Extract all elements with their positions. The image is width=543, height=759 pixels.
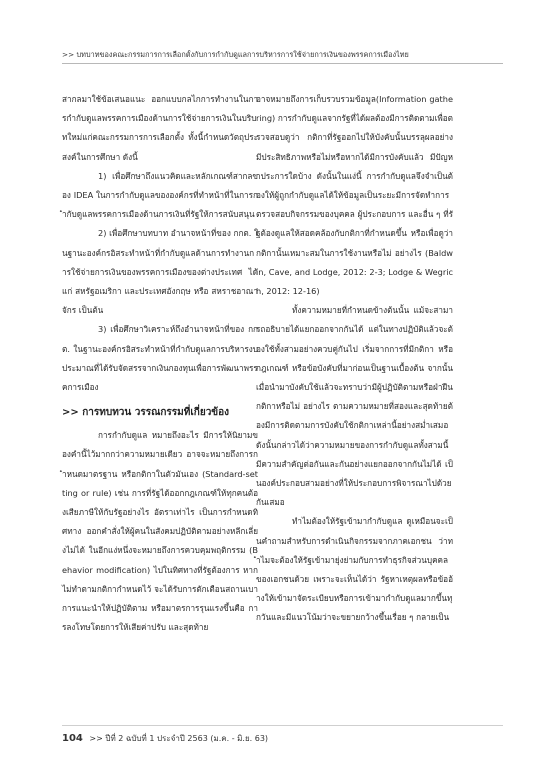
header-divider (62, 63, 503, 64)
footer-divider (62, 725, 503, 726)
body-paragraph: อาจหมายถึงการเก็บรวบรวมข้อมูล(Information gathering) การกำกับดูแลจากรัฐที่ได้ผลต้องมีการติดตามเพื่อตรวจสอบดูว่า กติกาที่รัฐออกไปให้บังคับนั้นบรรลุผลอย่างมีประสิทธิภาพหรือไม่หรือหากได้มีการบังคับแล้ว มีปัญหาประการใดบ้าง ดังนั้นในแง่นี้ การกำกับดูแลจึงจำเป็นต้องให้ผู้ถูกกำกับดูแลได้ให้ข้อมูลเป็นระยะมีการจัดทำการตรวจสอบกิจกรรมของบุคคล ผู้ประกอบการ และอื่น ๆ ที่รัฐต้องดูแลให้สอดคล้องกับกติกาที่กำหนดขึ้น หรือเพื่อดูว่ากติกานั้นเหมาะสมในการใช้งานหรือไม่ อย่างไร (Baldwin, Cave, and Lodge, 2012: 2-3; Lodge & Wegrich, 2012: 12-16) (256, 94, 453, 297)
page-footer (62, 732, 268, 745)
body-paragraph: การกำกับดูแล หมายถึงอะไร มีการให้นิยามของคำนี้ไว้มากกว่าความหมายเดียว อาจจะหมายถึงการกำหนดมาตรฐาน หรือกติกาในตัวมันเอง (Standard-setting or rule) เช่น การที่รัฐได้ออกกฎเกณฑ์ให้ทุกคนต้องเสียภาษีให้กับรัฐอย่างไร อัตราเท่าไร เป็นการกำหนดทิศทาง ออกคำสั่งให้ผู้คนในสังคมปฏิบัติตามอย่างหลีกเลี่ยงไม่ได้ ในอีกแง่หนึ่งจะหมายถึงการควบคุมพฤติกรรม (Behavior modification) ไปในทิศทางที่รัฐต้องการ หากไม่ทำตามกติกากำหนดไว้ จะได้รับการตักเตือนสถานเบา การแนะนำให้ปฏิบัติตาม หรือมาตรการรุนแรงขึ้นคือ การลงโทษโดยการให้เสียค่าปรับ และสุดท้าย (62, 430, 258, 633)
left-column (62, 90, 258, 637)
body-paragraph: สากลมาใช้ข้อเสนอแนะ ออกแบบกลไกการทำงานในการกำกับดูแลพรรคการเมืองด้านการใช้จ่ายการเงินในบริบทใหม่แก่คณะกรรมการการเลือกตั้ง ทั้งนี้กำหนดวัตถุประสงค์ในการศึกษา ดังนี้ (62, 94, 258, 162)
objective-item-3: 3) เพื่อศึกษาวิเคราะห์ถึงอำนาจหน้าที่ของ กกต. ในฐานะองค์กรอิสระทำหน้าที่กำกับดูแลการบริหารงบประมาณที่ได้รับจัดสรรจากเงินกองทุนเพื่อการพัฒนาพรรคการเมือง (62, 324, 258, 393)
body-paragraph: ทำไมต้องให้รัฐเข้ามากำกับดูแล ดูเหมือนจะเป็นคำถามสำหรับการดำเนินกิจกรรมจากภาคเอกชน ว่าทำไมจะต้องให้รัฐเข้ามายุ่งย่ามกับการทำธุรกิจส่วนบุคคลของเอกชนด้วย เพราะจะเห็นได้ว่า รัฐหาเหตุผลหรือข้ออ้างให้เข้ามาจัดระเบียบหรือการเข้ามากำกับดูแลมากขึ้นทุกวันและมีแนวโน้มว่าจะขยายกว้างขึ้นเรื่อย ๆ กลายเป็น (256, 516, 453, 623)
right-column (256, 90, 453, 628)
body-paragraph: ทั้งความหมายที่กำหนดข้างต้นนั้น แม้จะสามารถอธิบายได้แยกออกจากกันได้ แต่ในทางปฏิบัติแล้วจะต้องใช้ทั้งสามอย่างควบคู่กันไป เริ่มจากการที่มีกติกา หรือ กฎเกณฑ์ หรือข้อบังคับที่มาก่อนเป็นฐานเบื้องต้น จากนั้น เมื่อนำมาบังคับใช้แล้วจะทราบว่ามีผู้ปฏิบัติตามหรือฝ่าฝืนกติกาหรือไม่ อย่างไร ตามความหมายที่สองและสุดท้ายต้องมีการติดตามการบังคับใช้กติกาเหล่านี้อย่างสม่ำเสมอ ดังนั้นกล่าวได้ว่าความหมายของการกำกับดูแลทั้งสามนี้ มีความสำคัญต่อกันและกันอย่างแยกออกจากกันไม่ได้ เป็นองค์ประกอบสามอย่างที่ให้ประกอบการพิจารณาไปด้วยกันเสมอ (256, 305, 453, 508)
section-heading: >> การทบทวน วรรณกรรมที่เกี่ยวข้อง (62, 407, 230, 419)
page-number: 104 (62, 733, 83, 744)
objective-item-2: 2) เพื่อศึกษาบทบาท อำนาจหน้าที่ของ กกต. ในฐานะองค์กรอิสระทำหน้าที่กำกับดูแลด้านการทำงานการใช้จ่ายการเงินของพรรคการเมืองของต่างประเทศ ได้แก่ สหรัฐอเมริกา และประเทศอังกฤษ หรือ สหราชอาณาจักร เป็นต้น (62, 228, 258, 316)
journal-info: >> ปีที่ 2 ฉบับที่ 1 ประจำปี 2563 (ม.ค. - มิ.ย. 63) (89, 734, 269, 743)
objective-item-1: 1) เพื่อศึกษาถึงแนวคิดและหลักเกณฑ์สากลของ IDEA ในการกำกับดูแลขององค์กรที่ทำหน้าที่ในการกำกับดูแลพรรคการเมืองด้านการเงินที่รัฐให้การสนับสนุน (62, 170, 258, 220)
running-header: >> บทบาทของคณะกรรมการการเลือกตั้งกับการกำกับดูแลการบริหารการใช้จ่ายการเงินของพรรคการเมืองไทย (62, 50, 409, 59)
